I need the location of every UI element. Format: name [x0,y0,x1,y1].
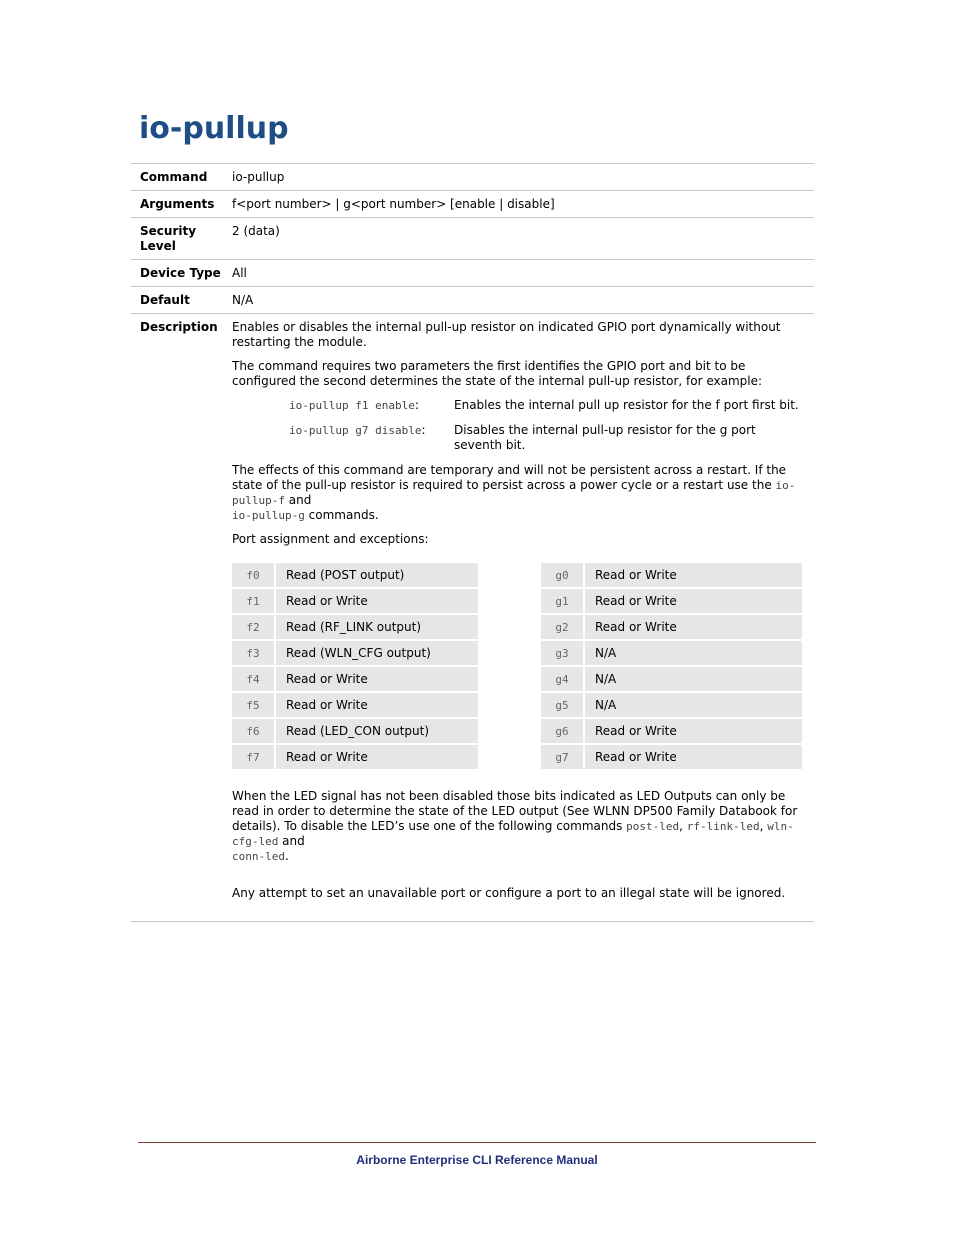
port-access: Read or Write [276,745,478,769]
description-paragraph: Any attempt to set an unavailable port or configure a port to an illegal state will be ignored. [232,886,786,900]
port-access: Read or Write [276,667,478,691]
table-row [541,693,802,717]
inline-code: rf-link-led [686,820,760,833]
description-paragraph: Port assignment and exceptions: [232,532,429,546]
port-id: g4 [541,667,583,691]
example-row: io-pullup g7 disable: Disables the internal pull-up resistor for the g port seventh bit. [289,423,802,453]
example-command: io-pullup g7 disable [289,424,422,437]
spec-value: All [232,266,247,280]
table-row [232,667,478,691]
description-paragraph: The command requires two parameters the first identifies the GPIO port and bit to be configured the second determines the state of the internal pull-up resistor, for example: [232,359,763,388]
spec-label: Default [140,293,190,307]
port-id: f6 [232,719,274,743]
port-access: N/A [585,641,802,665]
table-row [232,719,478,743]
spec-row-device-type [131,259,814,286]
inline-code: wln-cfg-led [232,820,794,848]
table-row [232,693,478,717]
description-body [232,314,814,921]
port-access: Read (RF_LINK output) [276,615,478,639]
spec-label: Security Level [140,224,197,253]
spec-label: Description [140,320,218,334]
example-command: io-pullup f1 enable [289,399,415,412]
port-id: f4 [232,667,274,691]
port-id: g7 [541,745,583,769]
description-paragraph: When the LED signal has not been disabled those bits indicated as LED Outputs can only be read in order to determine the state of the LED output (See WLNN DP500 Family Databook for details). To disable the LED’s use one of the following commands post-led, rf-link-led, wln-cfg-led and conn-led. [232,789,798,863]
port-access: N/A [585,667,802,691]
table-row [232,563,478,587]
port-access: Read or Write [276,589,478,613]
port-access: Read or Write [585,719,802,743]
spec-row-description [131,313,814,921]
table-row [541,589,802,613]
spec-row-command [131,164,814,190]
spec-label: Command [140,170,208,184]
table-row [541,641,802,665]
inline-code: conn-led [232,850,285,863]
spec-row-security-level [131,217,814,259]
port-id: g3 [541,641,583,665]
table-row [232,615,478,639]
spec-label: Device Type [140,266,221,280]
table-row [541,667,802,691]
port-access: Read or Write [276,693,478,717]
port-access: Read or Write [585,745,802,769]
port-id: g6 [541,719,583,743]
page-title: io-pullup [139,111,289,146]
port-id: f5 [232,693,274,717]
spec-value: io-pullup [232,170,285,184]
port-access: Read (WLN_CFG output) [276,641,478,665]
footer-title: Airborne Enterprise CLI Reference Manual [356,1153,598,1167]
description-paragraph: The effects of this command are temporary and will not be persistent across a restart. If the state of the pull-up resistor is required to persist across a power cycle or a restart use the io-pullup-f and io-pullup-g commands. [232,463,796,522]
port-table-g [539,561,804,771]
port-id: g5 [541,693,583,717]
port-id: f7 [232,745,274,769]
table-row [541,719,802,743]
port-access: N/A [585,693,802,717]
port-access: Read or Write [585,589,802,613]
command-spec-table [131,163,814,922]
table-row [541,615,802,639]
table-row [541,563,802,587]
port-table-f [230,561,480,771]
port-id: f3 [232,641,274,665]
spec-label: Arguments [140,197,215,211]
port-assignment-tables [232,563,802,769]
port-access: Read (POST output) [276,563,478,587]
table-row [541,745,802,769]
inline-code: io-pullup-f [232,479,796,507]
inline-code: io-pullup-g [232,509,305,522]
table-row [232,589,478,613]
example-text: Disables the internal pull-up resistor for the g port seventh bit. [454,423,756,452]
port-access: Read or Write [585,615,802,639]
port-id: g1 [541,589,583,613]
example-text: Enables the internal pull up resistor for the f port first bit. [454,398,799,412]
footer-rule [138,1142,816,1143]
inline-code: post-led [626,820,680,833]
port-access: Read (LED_CON output) [276,719,478,743]
port-id: f1 [232,589,274,613]
port-id: f2 [232,615,274,639]
port-id: f0 [232,563,274,587]
port-id: g2 [541,615,583,639]
spec-value: N/A [232,293,254,307]
spec-value: 2 (data) [232,224,280,238]
spec-value: f<port number> | g<port number> [enable | disable] [232,197,555,211]
table-row [232,745,478,769]
port-access: Read or Write [585,563,802,587]
example-row: io-pullup f1 enable: Enables the internal pull up resistor for the f port first bit. [289,398,799,412]
table-row [232,641,478,665]
spec-row-arguments [131,190,814,217]
description-paragraph: Enables or disables the internal pull-up resistor on indicated GPIO port dynamically without restarting the module. [232,320,781,349]
port-id: g0 [541,563,583,587]
spec-row-default [131,286,814,313]
